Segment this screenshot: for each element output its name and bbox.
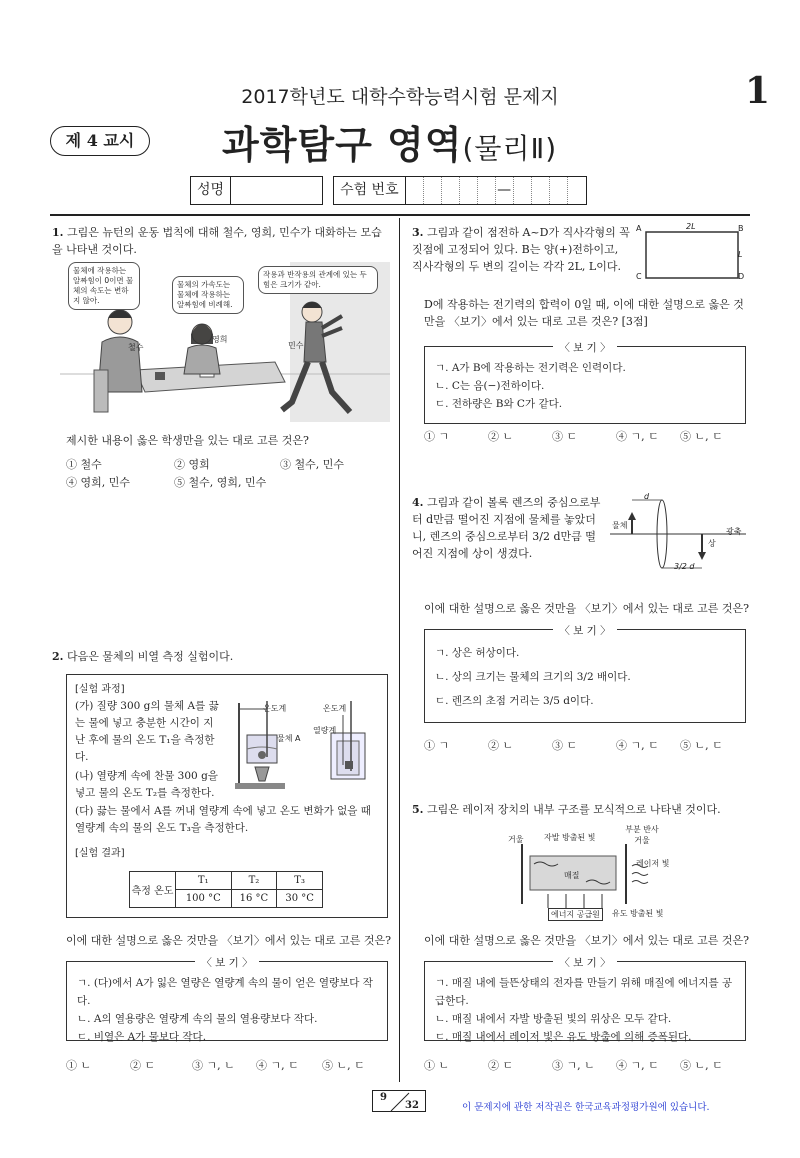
q1-choice-2[interactable]: ② 영희 (174, 458, 210, 471)
q1-label-younghee: 영희 (212, 335, 228, 344)
q2-bogi-title: 〈 보 기 〉 (195, 957, 258, 969)
q3-choice-5[interactable]: ⑤ ㄴ, ㄷ (680, 430, 723, 443)
q4-bogi-title: 〈 보 기 〉 (553, 625, 616, 637)
q5-prompt: 이에 대한 설명으로 옳은 것만을 〈보기〉에서 있는 대로 고른 것은? (424, 934, 750, 947)
q2-bogi-1: ㄱ. (다)에서 A가 잃은 열량은 열량계 속의 물이 얻은 열량보다 작다. (77, 977, 373, 1007)
q2-step-a: (가) 질량 300 g의 물체 A를 끓는 물에 넣고 충분한 시간이 지난 후에 물의 온도 T₁을 측정한다. (75, 700, 219, 763)
q4-label-d32: 3/2 d (674, 562, 695, 571)
q3-bogi-2: ㄴ. C는 음(−)전하이다. (435, 380, 545, 392)
q3-choice-4[interactable]: ④ ㄱ, ㄷ (616, 430, 659, 443)
q2-step-c: (다) 끓는 물에서 A를 꺼내 열량계 속에 넣고 온도 변화가 없을 때 열량계 속의 물의 온도 T₃을 측정한다. (75, 805, 371, 834)
column-divider (399, 218, 400, 1082)
q1-label-chulsu: 철수 (128, 343, 144, 352)
exam-no-label: 수험 번호 (333, 176, 406, 205)
q3-stem (412, 224, 630, 275)
q5-figure (508, 824, 688, 920)
q5-label-partial: 부분 반사 거울 (625, 825, 659, 845)
q2-label-object: 물체 A (277, 734, 301, 743)
q4-bogi (424, 625, 746, 723)
q1-figure (60, 262, 390, 422)
q2-prompt: 이에 대한 설명으로 옳은 것만을 〈보기〉에서 있는 대로 고른 것은? (66, 934, 392, 947)
q5-bogi (424, 957, 746, 1043)
q3-number: 3. (412, 226, 424, 239)
q5-choice-5[interactable]: ⑤ ㄴ, ㄷ (680, 1059, 723, 1072)
q3-choice-3[interactable]: ③ ㄷ (552, 430, 578, 443)
q2-table-h2: T₂ (231, 872, 277, 890)
q1-choice-1[interactable]: ① 철수 (66, 458, 102, 471)
q3-text: 그림과 같이 점전하 A~D가 직사각형의 꼭짓점에 고정되어 있다. B는 양(+)전하이고, 직사각형의 두 변의 길이는 각각 2L, L이다. (412, 226, 630, 273)
q5-choice-1[interactable]: ① ㄴ (424, 1059, 450, 1072)
q4-choice-2[interactable]: ② ㄴ (488, 739, 514, 752)
q4-figure (610, 492, 750, 576)
q5-label-laser: 레이저 빛 (636, 859, 670, 868)
q1-bubble-1: 물체에 작용하는 알짜힘이 0이면 물체의 속도는 변하지 않아. (68, 262, 140, 310)
q1-choice-5[interactable]: ⑤ 철수, 영희, 민수 (174, 476, 267, 489)
q4-label-axis: 광축 (726, 527, 742, 536)
q3-bogi (424, 342, 746, 424)
q2-choices (66, 1057, 396, 1073)
q3-label-b: B (738, 224, 744, 233)
q5-label-stimulated: 유도 방출된 빛 (612, 909, 664, 918)
q3-label-a: A (636, 224, 642, 233)
exam-no-field[interactable]: — (406, 176, 587, 205)
q5-label-energy: 에너지 공급원 (548, 908, 603, 921)
q1-choice-3[interactable]: ③ 철수, 민수 (280, 458, 344, 471)
q3-choice-1[interactable]: ① ㄱ (424, 430, 450, 443)
q5-choice-2[interactable]: ② ㄷ (488, 1059, 514, 1072)
q4-choice-3[interactable]: ③ ㄷ (552, 739, 578, 752)
q4-choice-5[interactable]: ⑤ ㄴ, ㄷ (680, 739, 723, 752)
q2-table-v1: 100 °C (176, 890, 232, 908)
q1-choices (66, 456, 396, 492)
page-current: 9 (380, 1092, 387, 1103)
q4-label-object: 물체 (612, 521, 628, 530)
q1-bubble-3: 작용과 반작용의 관계에 있는 두 힘은 크기가 같아. (258, 266, 378, 294)
q2-table-rowhead: 측정 온도 (130, 872, 176, 908)
q2-choice-5[interactable]: ⑤ ㄴ, ㄷ (322, 1059, 365, 1072)
q2-apparatus (225, 695, 385, 795)
q5-text: 그림은 레이저 장치의 내부 구조를 모식적으로 나타낸 것이다. (426, 803, 721, 816)
q5-number: 5. (412, 803, 424, 816)
q4-choice-1[interactable]: ① ㄱ (424, 739, 450, 752)
q4-prompt: 이에 대한 설명으로 옳은 것만을 〈보기〉에서 있는 대로 고른 것은? (424, 602, 750, 615)
q2-bogi (66, 957, 388, 1043)
q1-stem (52, 224, 387, 258)
q3-choice-2[interactable]: ② ㄴ (488, 430, 514, 443)
q3-rectangle (634, 222, 750, 282)
q1-choice-4[interactable]: ④ 영희, 민수 (66, 476, 130, 489)
subject-title (222, 114, 557, 169)
q2-table-v3: 30 °C (277, 890, 323, 908)
name-field[interactable] (231, 176, 323, 205)
subject-main: 과학탐구 영역 (222, 123, 463, 167)
q3-bogi-1: ㄱ. A가 B에 작용하는 전기력은 인력이다. (435, 362, 626, 374)
q1-label-minsu: 민수 (288, 341, 304, 350)
q2-process-title: [실험 과정] (75, 684, 125, 695)
copyright-notice: 이 문제지에 관한 저작권은 한국교육과정평가원에 있습니다. (462, 1102, 710, 1113)
q3-label-d: D (738, 272, 745, 281)
q5-label-spontaneous: 자발 방출된 빛 (544, 833, 596, 842)
q2-stem (52, 648, 387, 665)
q4-choices (424, 737, 754, 753)
q3-bogi-title: 〈 보 기 〉 (553, 342, 616, 354)
q1-text: 그림은 뉴턴의 운동 법칙에 대해 철수, 영희, 민수가 대화하는 모습을 나타낸 것이다. (52, 226, 382, 256)
subject-sub: (물리Ⅱ) (462, 132, 558, 165)
q5-choice-4[interactable]: ④ ㄱ, ㄷ (616, 1059, 659, 1072)
q3-choices (424, 428, 754, 444)
page-number: 1 (744, 70, 770, 112)
page-total: 32 (405, 1100, 419, 1111)
q1-prompt: 제시한 내용이 옳은 학생만을 있는 대로 고른 것은? (66, 434, 309, 447)
q1-number: 1. (52, 226, 64, 239)
header-rule (50, 214, 750, 216)
q2-text: 다음은 물체의 비열 측정 실험이다. (66, 650, 234, 663)
q4-bogi-3: ㄷ. 렌즈의 초점 거리는 3/5 d이다. (435, 695, 594, 707)
q2-label-thermo-1: 온도계 (263, 704, 287, 713)
q5-bogi-1: ㄱ. 매질 내에 들뜬상태의 전자를 만들기 위해 매질에 에너지를 공급한다. (435, 977, 733, 1007)
q2-number: 2. (52, 650, 64, 663)
q2-table-v2: 16 °C (231, 890, 277, 908)
q3-label-top: 2L (686, 222, 696, 231)
q4-text: 그림과 같이 볼록 렌즈의 중심으로부터 d만큼 떨어진 지점에 물체를 놓았더니, 렌즈의 중심으로부터 3/2 d만큼 떨어진 지점에 상이 생겼다. (412, 496, 601, 560)
q5-choices (424, 1057, 754, 1073)
q2-step-b: (나) 열량계 속에 찬물 300 g을 넣고 물의 온도 T₂를 측정한다. (75, 770, 218, 799)
page-counter (372, 1090, 426, 1112)
q2-choice-1[interactable]: ① ㄴ (66, 1059, 92, 1072)
period-badge: 제 4 교시 (50, 126, 150, 156)
q5-bogi-title: 〈 보 기 〉 (553, 957, 616, 969)
q4-label-image: 상 (708, 539, 716, 548)
q2-bogi-2: ㄴ. A의 열용량은 열량계 속의 물의 열용량보다 작다. (77, 1013, 318, 1025)
q4-label-d: d (644, 492, 650, 501)
q2-bogi-3: ㄷ. 비열은 A가 물보다 작다. (77, 1031, 207, 1043)
q5-label-medium: 매질 (564, 871, 580, 880)
name-label: 성명 (190, 176, 231, 205)
exam-title: 2017학년도 대학수학능력시험 문제지 (241, 86, 559, 108)
q1-bubble-2: 물체의 가속도는 물체에 작용하는 알짜힘에 비례해. (172, 276, 244, 314)
q3-label-side: L (738, 250, 743, 259)
q5-bogi-2: ㄴ. 매질 내에서 자발 방출된 빛의 위상은 모두 같다. (435, 1013, 672, 1025)
q2-table-h3: T₃ (277, 872, 323, 890)
q4-stem (412, 494, 606, 562)
q2-label-thermo-2: 온도계 (323, 704, 347, 713)
q5-choice-3[interactable]: ③ ㄱ, ㄴ (552, 1059, 595, 1072)
q4-number: 4. (412, 496, 424, 509)
q3-label-c: C (636, 272, 642, 281)
q3-text2: D에 작용하는 전기력의 합력이 0일 때, 이에 대한 설명으로 옳은 것만을 〈보기〉에서 있는 대로 고른 것은? [3점] (424, 298, 744, 328)
q5-stem (412, 801, 752, 818)
q4-bogi-2: ㄴ. 상의 크기는 물체의 크기의 3/2 배이다. (435, 671, 631, 683)
id-row (190, 176, 587, 205)
q3-bogi-3: ㄷ. 전하량은 B와 C가 같다. (435, 398, 563, 410)
q2-choice-4[interactable]: ④ ㄱ, ㄷ (256, 1059, 299, 1072)
q2-choice-2[interactable]: ② ㄷ (130, 1059, 156, 1072)
q2-experiment-box (66, 674, 388, 918)
q2-label-calorimeter: 열량계 (313, 726, 337, 735)
q2-choice-3[interactable]: ③ ㄱ, ㄴ (192, 1059, 235, 1072)
q3-figure (634, 222, 750, 282)
q4-choice-4[interactable]: ④ ㄱ, ㄷ (616, 739, 659, 752)
q2-table-h1: T₁ (176, 872, 232, 890)
q4-bogi-1: ㄱ. 상은 허상이다. (435, 647, 520, 659)
q5-label-mirror: 거울 (508, 835, 524, 844)
q5-bogi-3: ㄷ. 매질 내에서 레이저 빛은 유도 방출에 의해 증폭된다. (435, 1031, 692, 1043)
q2-result-table (129, 871, 323, 908)
q2-result-title: [실험 결과] (75, 848, 125, 859)
